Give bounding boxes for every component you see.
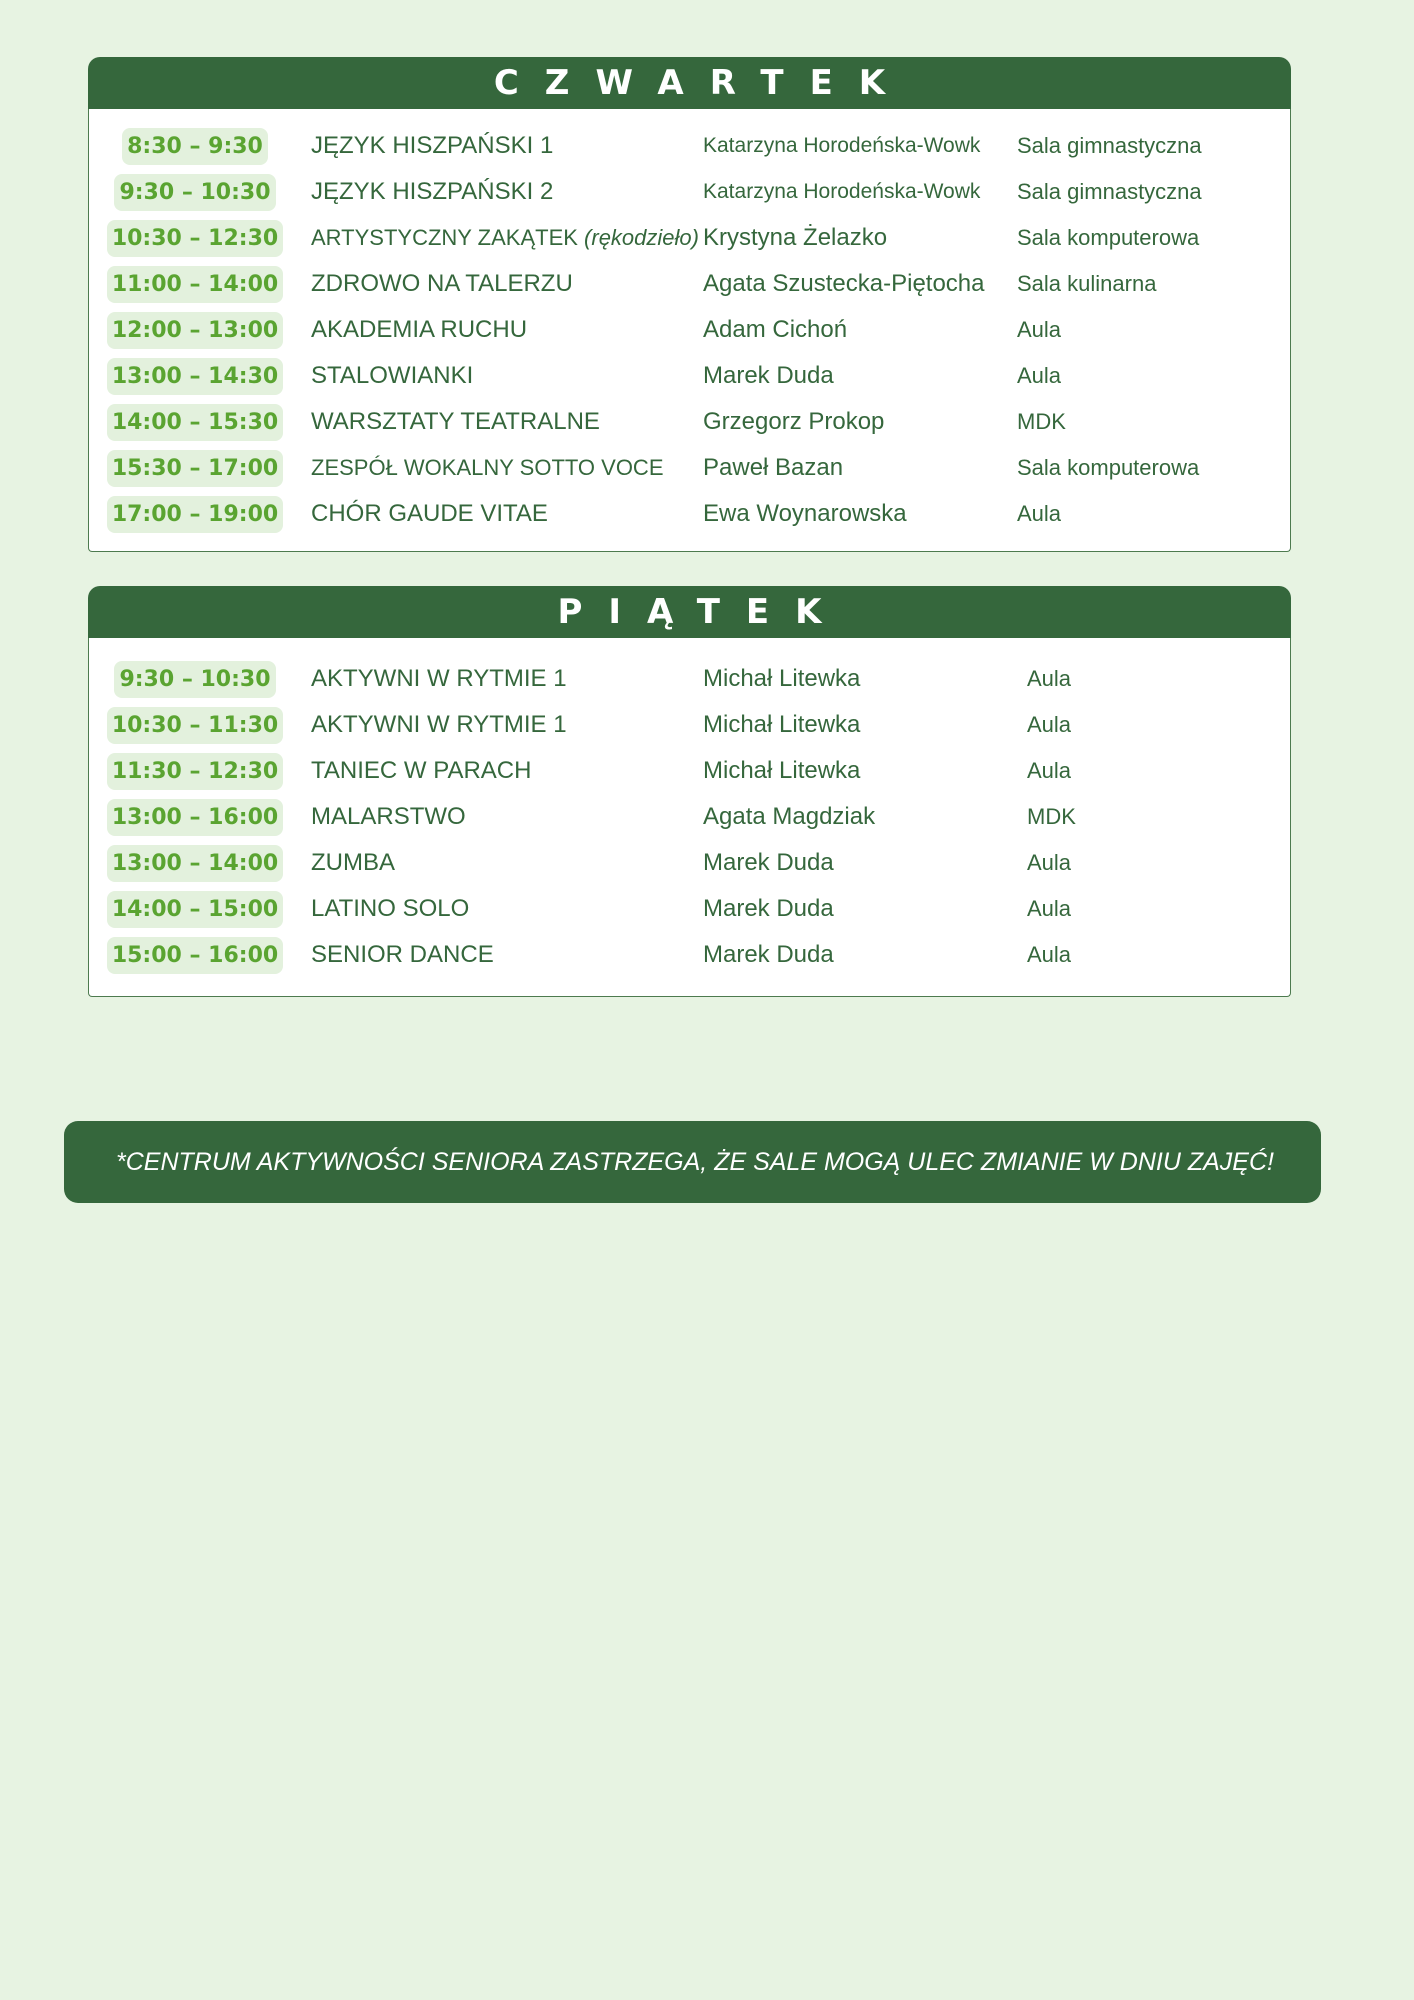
room-name: Sala komputerowa [1017,455,1200,480]
room-name: Aula [1017,363,1062,388]
instructor-name: Agata Szustecka-Piętocha [703,270,985,297]
table-row [89,491,1290,537]
friday-schedule [88,586,1291,997]
instructor-name: Agata Magdziak [703,803,876,830]
time-badge: 8:30 – 9:30 [122,128,268,165]
time-badge: 11:30 – 12:30 [107,753,283,790]
time-badge: 10:30 – 12:30 [107,220,283,257]
instructor-name: Michał Litewka [703,711,861,738]
instructor-name: Michał Litewka [703,757,861,784]
time-badge: 13:00 – 14:00 [107,845,283,882]
activity-name: AKADEMIA RUCHU [311,316,528,343]
room-name: Aula [1027,942,1072,967]
activity-name: MALARSTWO [311,803,466,830]
room-name: Aula [1027,712,1072,737]
room-name: Sala kulinarna [1017,271,1157,296]
instructor-name: Katarzyna Horodeńska-Wowk [703,134,981,157]
activity-name: ZDROWO NA TALERZU [311,270,573,297]
table-row [89,215,1290,261]
instructor-name: Paweł Bazan [703,454,844,481]
room-name: Aula [1027,896,1072,921]
activity-name: JĘZYK HISZPAŃSKI 1 [311,132,554,159]
instructor-name: Marek Duda [703,941,834,968]
room-name: Sala gimnastyczna [1017,179,1202,204]
room-name: MDK [1027,804,1076,829]
thursday-table [88,109,1291,552]
time-badge: 14:00 – 15:00 [107,891,283,928]
table-row [89,840,1290,886]
table-row [89,702,1290,748]
activity-name: JĘZYK HISZPAŃSKI 2 [311,178,554,205]
table-row [89,656,1290,702]
time-badge: 15:30 – 17:00 [107,450,283,487]
activity-name: ARTYSTYCZNY ZAKĄTEK (rękodzieło) [311,225,699,250]
table-row [89,353,1290,399]
time-badge: 13:00 – 14:30 [107,358,283,395]
activity-name: STALOWIANKI [311,362,474,389]
time-badge: 13:00 – 16:00 [107,799,283,836]
activity-name: TANIEC W PARACH [311,757,532,784]
activity-name: LATINO SOLO [311,895,470,922]
table-row [89,307,1290,353]
activity-note: (rękodzieło) [584,225,699,250]
table-row [89,169,1290,215]
room-name: Aula [1027,850,1072,875]
thursday-header: CZWARTEK [88,57,1291,109]
instructor-name: Adam Cichoń [703,316,848,343]
table-row [89,261,1290,307]
room-name: MDK [1017,409,1066,434]
instructor-name: Marek Duda [703,895,834,922]
table-row [89,399,1290,445]
table-row [89,445,1290,491]
table-row [89,748,1290,794]
activity-name: ZUMBA [311,849,395,876]
room-name: Aula [1017,501,1062,526]
time-badge: 17:00 – 19:00 [107,496,283,533]
table-row [89,932,1290,978]
instructor-name: Marek Duda [703,849,834,876]
room-name: Aula [1027,758,1072,783]
room-name: Aula [1017,317,1062,342]
activity-name: WARSZTATY TEATRALNE [311,408,600,435]
time-badge: 12:00 – 13:00 [107,312,283,349]
activity-name: SENIOR DANCE [311,941,494,968]
time-badge: 9:30 – 10:30 [114,174,275,211]
instructor-name: Michał Litewka [703,665,861,692]
time-badge: 9:30 – 10:30 [114,661,275,698]
instructor-name: Katarzyna Horodeńska-Wowk [703,180,981,203]
table-row [89,886,1290,932]
time-badge: 15:00 – 16:00 [107,937,283,974]
activity-name: CHÓR GAUDE VITAE [311,500,548,527]
table-row [89,794,1290,840]
friday-table [88,638,1291,997]
activity-name: AKTYWNI W RYTMIE 1 [311,711,567,738]
instructor-name: Grzegorz Prokop [703,408,885,435]
instructor-name: Krystyna Żelazko [703,224,888,251]
room-change-notice: *CENTRUM AKTYWNOŚCI SENIORA ZASTRZEGA, ŻE SALE MOGĄ ULEC ZMIANIE W DNIU ZAJĘĆ! [64,1121,1321,1203]
time-badge: 14:00 – 15:30 [107,404,283,441]
room-name: Sala gimnastyczna [1017,133,1202,158]
activity-name: ZESPÓŁ WOKALNY SOTTO VOCE [311,455,664,480]
friday-header: PIĄTEK [88,586,1291,638]
table-row [89,123,1290,169]
room-name: Aula [1027,666,1072,691]
room-name: Sala komputerowa [1017,225,1200,250]
time-badge: 11:00 – 14:00 [107,266,283,303]
thursday-schedule [88,57,1291,552]
time-badge: 10:30 – 11:30 [107,707,283,744]
instructor-name: Ewa Woynarowska [703,500,907,527]
activity-name: AKTYWNI W RYTMIE 1 [311,665,567,692]
instructor-name: Marek Duda [703,362,834,389]
